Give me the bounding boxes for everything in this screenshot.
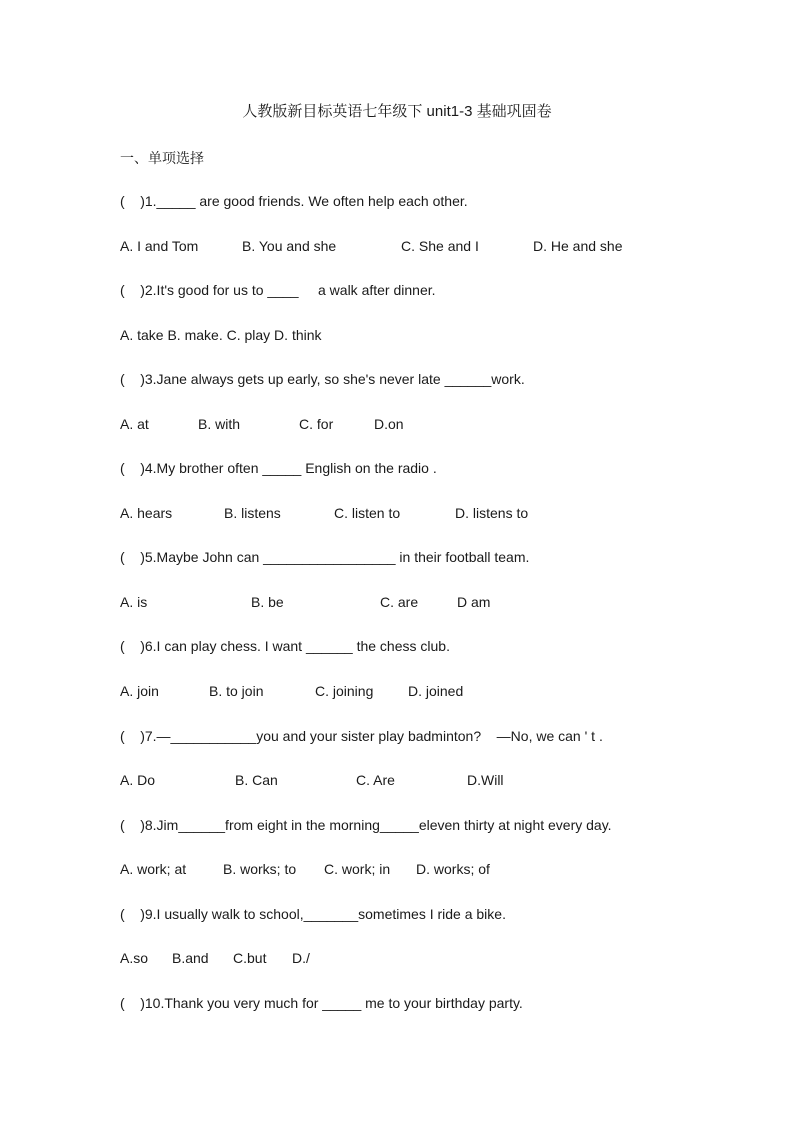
question-4: ( )4.My brother often _____ English on the radio . (120, 460, 437, 476)
q5-option-a: A. is (120, 594, 148, 610)
question-9: ( )9.I usually walk to school,_______sometimes I ride a bike. (120, 906, 506, 922)
q5-option-d: D am (457, 594, 491, 610)
q8-option-c: C. work; in (324, 861, 391, 877)
q5-option-b: B. be (251, 594, 284, 610)
q9-option-a: A.so (120, 950, 149, 966)
question-8: ( )8.Jim______from eight in the morning_____eleven thirty at night every day. (120, 817, 612, 833)
q9-option-d: D./ (292, 950, 310, 966)
q8-option-b: B. works; to (223, 861, 297, 877)
q1-option-a: A. I and Tom (120, 238, 199, 254)
document-title: 人教版新目标英语七年级下 unit1-3 基础巩固卷 (242, 103, 552, 120)
question-10: ( )10.Thank you very much for _____ me to your birthday party. (120, 995, 523, 1011)
q7-option-a: A. Do (120, 772, 156, 788)
q4-option-c: C. listen to (334, 505, 401, 521)
q4-option-b: B. listens (224, 505, 281, 521)
question-7: ( )7.—___________you and your sister play badminton? —No, we can ' t . (120, 728, 603, 744)
q1-option-c: C. She and I (401, 238, 479, 254)
question-2: ( )2.It's good for us to ____ a walk after dinner. (120, 282, 436, 298)
q7-option-c: C. Are (356, 772, 395, 788)
q2-options: A. take B. make. C. play D. think (120, 327, 322, 343)
q6-option-c: C. joining (315, 683, 374, 699)
q1-option-b: B. You and she (242, 238, 337, 254)
q6-option-a: A. join (120, 683, 159, 699)
q6-option-d: D. joined (408, 683, 464, 699)
q8-option-d: D. works; of (416, 861, 490, 877)
q4-option-a: A. hears (120, 505, 173, 521)
q8-option-a: A. work; at (120, 861, 187, 877)
q3-option-c: C. for (299, 416, 334, 432)
section-heading: 一、单项选择 (120, 150, 204, 166)
q3-option-b: B. with (198, 416, 241, 432)
q5-option-c: C. are (380, 594, 419, 610)
question-3: ( )3.Jane always gets up early, so she's never late ______work. (120, 371, 525, 387)
question-6: ( )6.I can play chess. I want ______ the chess club. (120, 638, 450, 654)
q3-option-d: D.on (374, 416, 404, 432)
question-5: ( )5.Maybe John can _________________ in their football team. (120, 549, 530, 565)
q9-option-c: C.but (233, 950, 267, 966)
q6-option-b: B. to join (209, 683, 264, 699)
q7-option-d: D.Will (467, 772, 504, 788)
q3-option-a: A. at (120, 416, 149, 432)
q9-option-b: B.and (172, 950, 209, 966)
q7-option-b: B. Can (235, 772, 278, 788)
q1-option-d: D. He and she (533, 238, 623, 254)
question-1: ( )1._____ are good friends. We often help each other. (120, 193, 468, 209)
q4-option-d: D. listens to (455, 505, 529, 521)
